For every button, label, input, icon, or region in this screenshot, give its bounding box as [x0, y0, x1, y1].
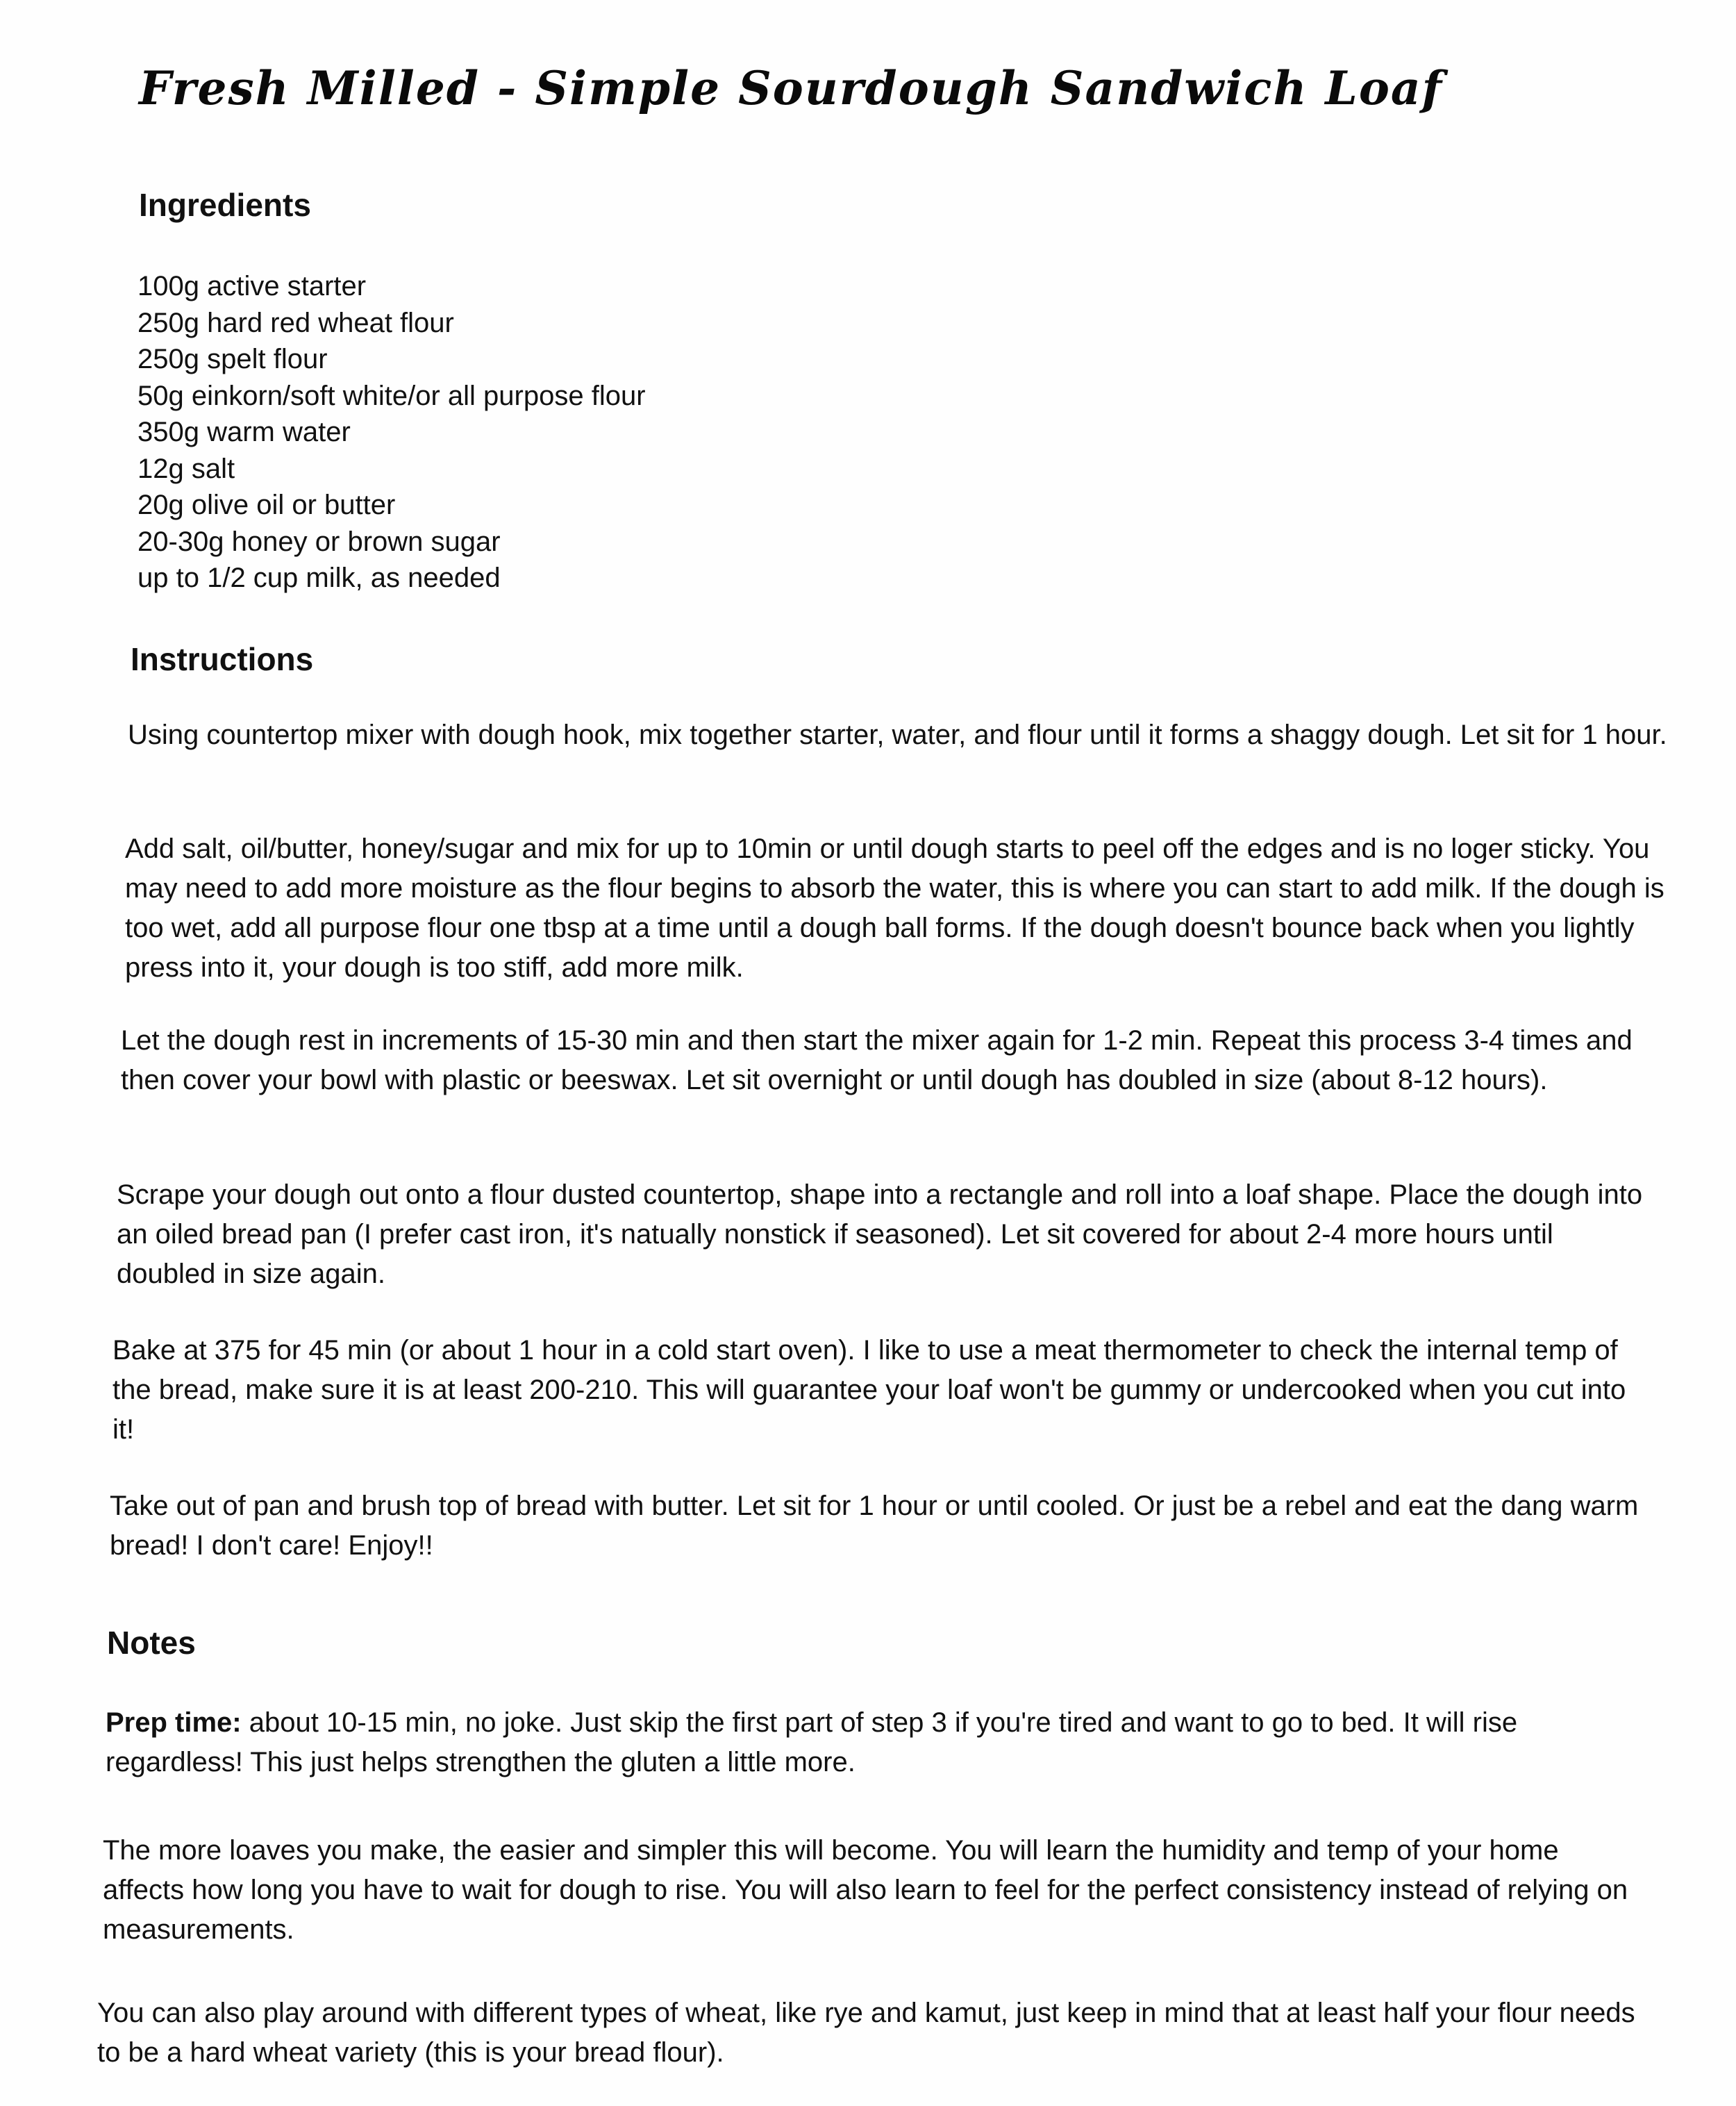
- notes-prep-time: [106, 1703, 1647, 1782]
- ingredient-item: 350g warm water: [137, 417, 351, 447]
- instructions-heading: Instructions: [131, 641, 314, 677]
- ingredient-item: 100g active starter: [137, 271, 367, 301]
- prep-time-text: about 10-15 min, no joke. Just skip the first part of step 3 if you're tired and want to go to bed. It will rise regardless! This just helps strengthen the gluten a little more.: [106, 1707, 1518, 1777]
- instruction-step-4: Scrape your dough out onto a flour dusted countertop, shape into a rectangle and roll into a loaf shape. Place the dough into an oiled bread pan (I prefer cast iron, it's natually nonstick if seasoned). Let sit covered for about 2-4 more hours until doubled in size again.: [117, 1179, 1643, 1289]
- ingredient-item: 20g olive oil or butter: [137, 490, 396, 520]
- instruction-step-2: Add salt, oil/butter, honey/sugar and mix for up to 10min or until dough starts to peel off the edges and is no loger sticky. You may need to add more moisture as the flour begins to absorb the water, this is where you can start to add milk. If the dough is too wet, add all purpose flour one tbsp at a time until a dough ball forms. If the dough doesn't bounce back when you lightly press into it, your dough is too stiff, add more milk.: [125, 834, 1664, 983]
- notes-heading: Notes: [107, 1625, 196, 1661]
- notes-paragraph: You can also play around with different types of wheat, like rye and kamut, just keep in mind that at least half your flour needs to be a hard wheat variety (this is your bread flour).: [97, 1998, 1635, 2068]
- ingredients-heading: Ingredients: [139, 187, 311, 223]
- ingredient-item: 20-30g honey or brown sugar: [137, 526, 501, 557]
- ingredient-item: 12g salt: [137, 453, 235, 484]
- instruction-step-5: Bake at 375 for 45 min (or about 1 hour in a cold start oven). I like to use a meat thermometer to check the internal temp of the bread, make sure it is at least 200-210. This will guarantee your loaf won't be gummy or undercooked when you cut into it!: [112, 1335, 1626, 1445]
- ingredient-item: 250g hard red wheat flour: [137, 307, 454, 338]
- instruction-step-3: Let the dough rest in increments of 15-30 min and then start the mixer again for 1-2 min. Repeat this process 3-4 times and then cover your bowl with plastic or beeswax. Let sit overnight or until dough has doubled in size (about 8-12 hours).: [121, 1025, 1633, 1095]
- ingredients-list: [137, 268, 646, 597]
- ingredient-item: 50g einkorn/soft white/or all purpose flour: [137, 380, 646, 411]
- instruction-step-1: Using countertop mixer with dough hook, mix together starter, water, and flour until it forms a shaggy dough. Let sit for 1 hour.: [128, 720, 1667, 750]
- prep-time-label: Prep time:: [106, 1707, 242, 1738]
- ingredient-item: up to 1/2 cup milk, as needed: [137, 563, 501, 593]
- recipe-title: Fresh Milled - Simple Sourdough Sandwich Loaf: [139, 61, 1443, 115]
- ingredient-item: 250g spelt flour: [137, 344, 328, 374]
- instruction-step-6: Take out of pan and brush top of bread with butter. Let sit for 1 hour or until cooled. Or just be a rebel and eat the dang warm bread! I don't care! Enjoy!!: [110, 1491, 1639, 1561]
- notes-paragraph: The more loaves you make, the easier and simpler this will become. You will learn the humidity and temp of your home affects how long you have to wait for dough to rise. You will also learn to feel for the perfect consistency instead of relying on measurements.: [103, 1835, 1628, 1945]
